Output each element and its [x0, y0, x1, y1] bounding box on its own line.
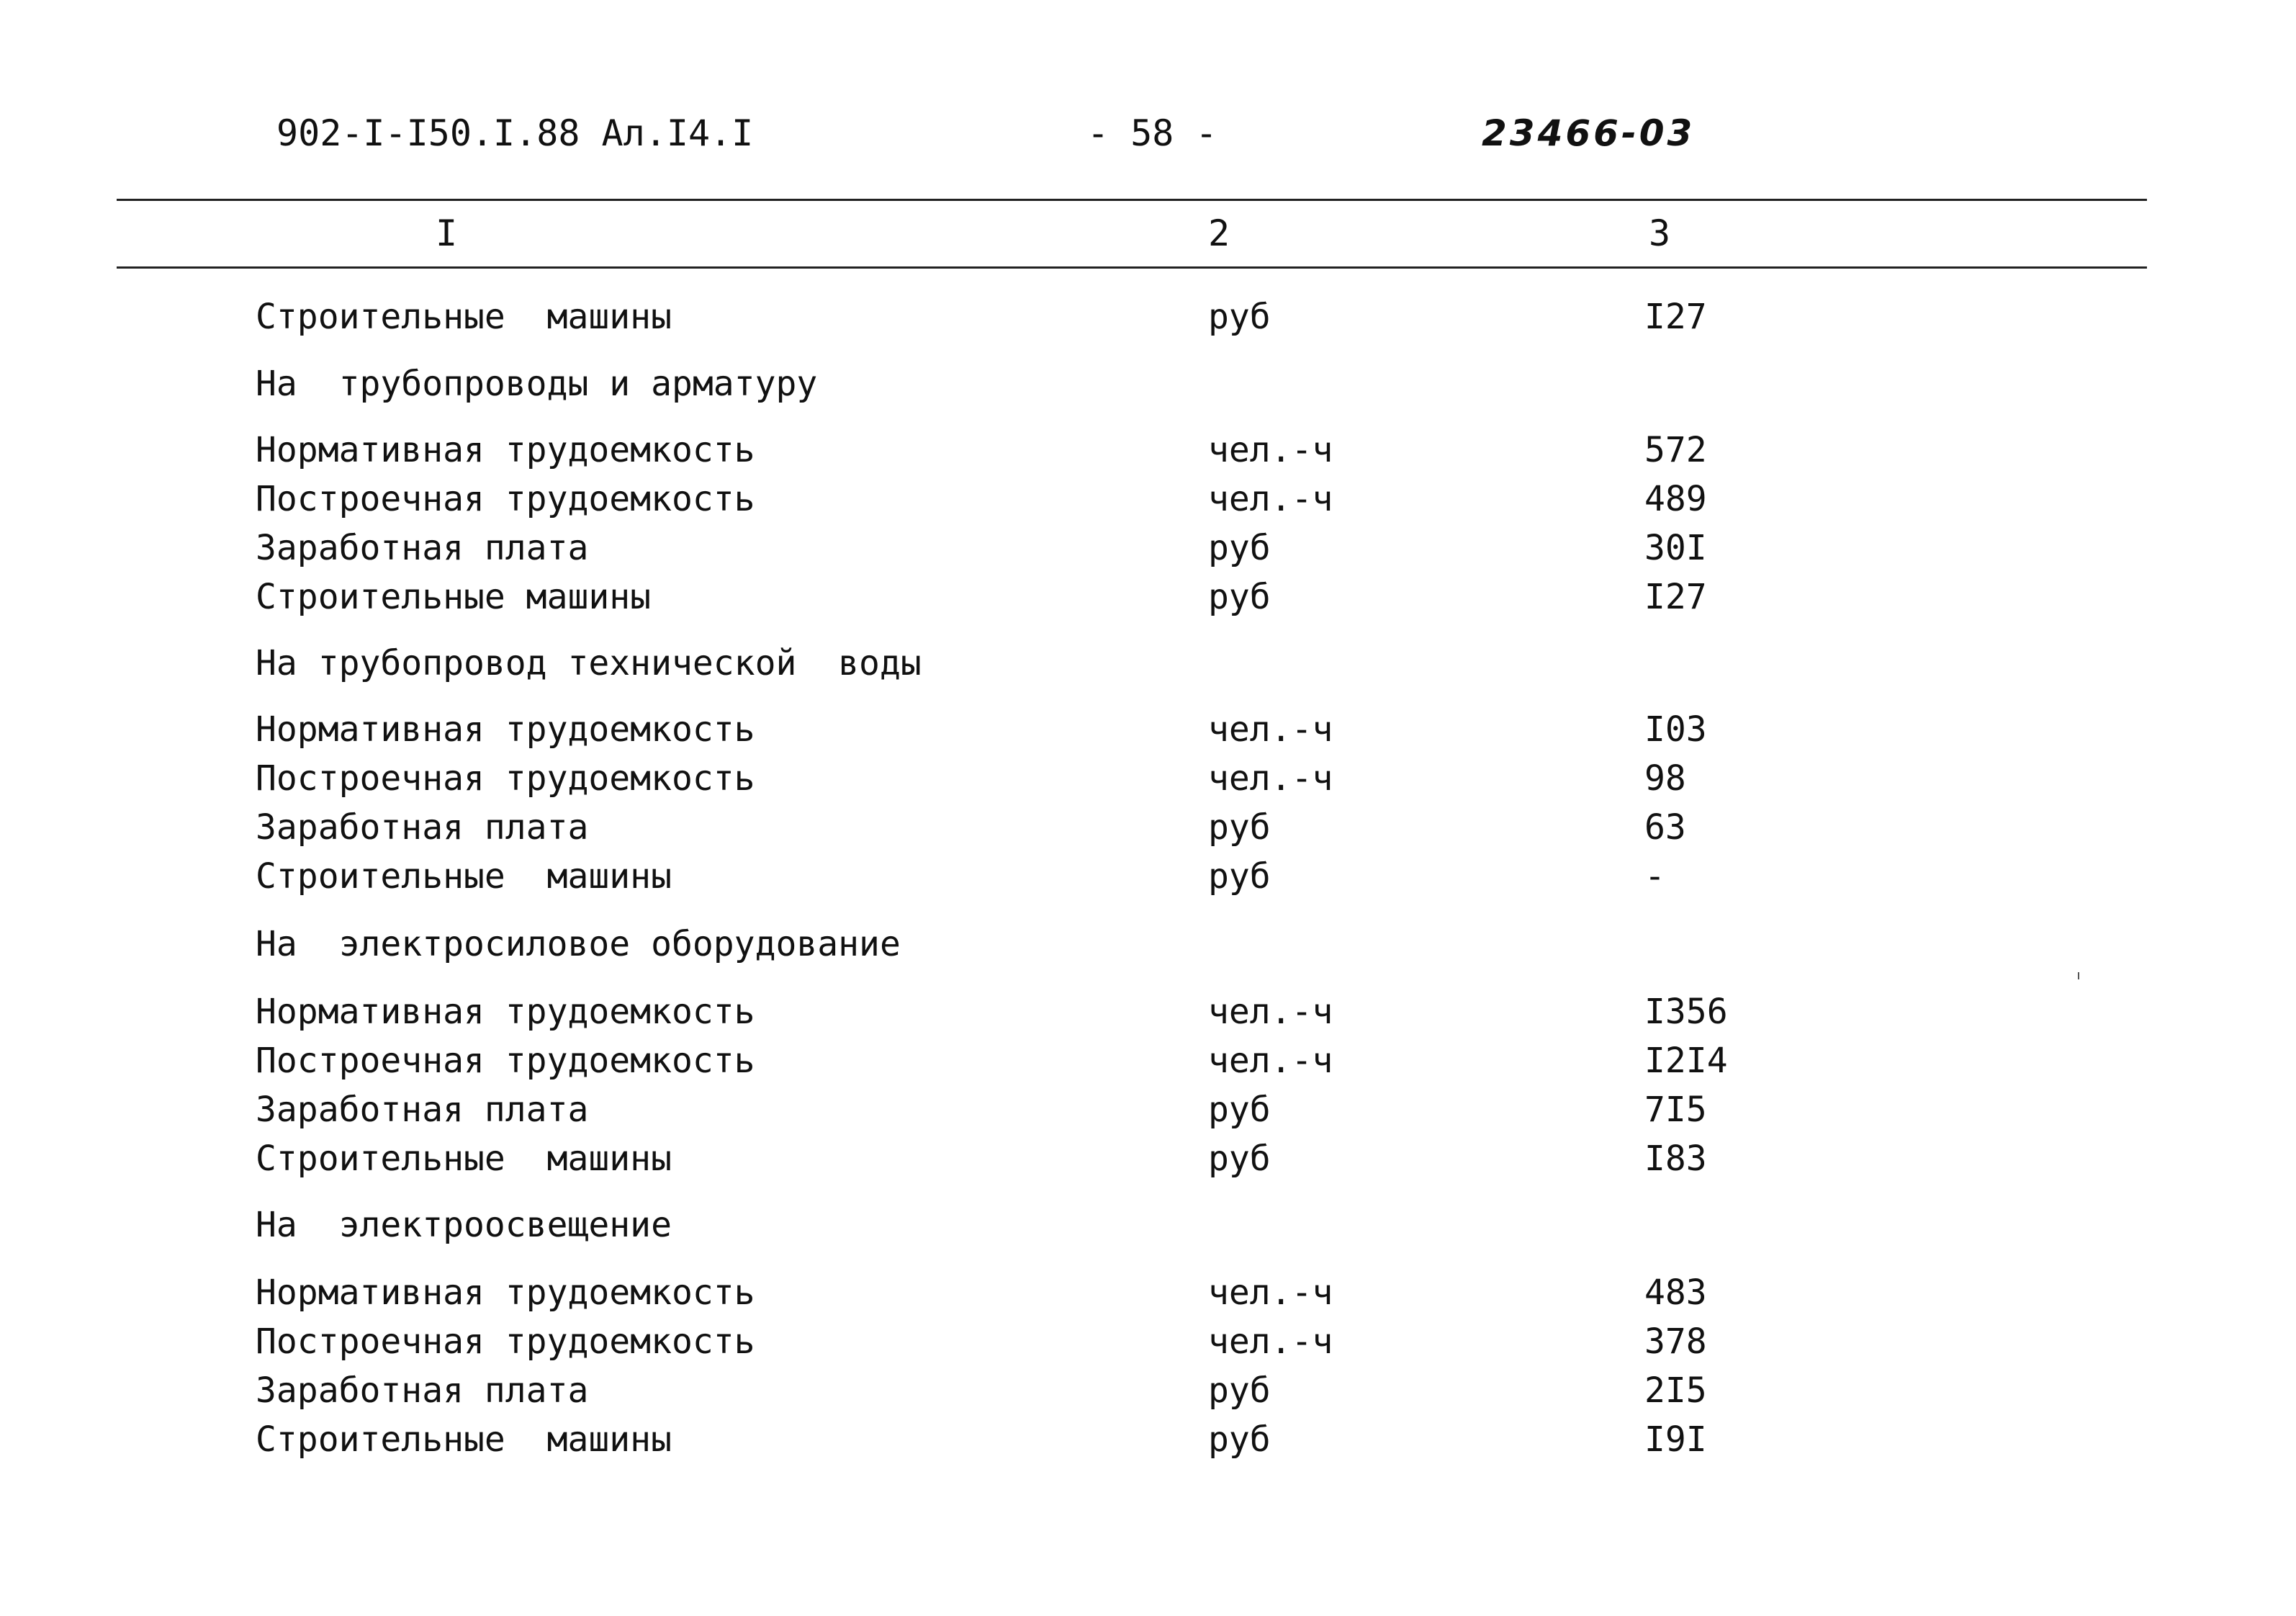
section-heading: [0, 638, 2296, 688]
table-row: [0, 802, 2296, 853]
indicator-name: Строительные машины: [256, 297, 672, 337]
value-cell: 7I5: [1644, 1090, 1707, 1130]
indicator-name: Нормативная трудоемкость: [256, 709, 755, 750]
indicator-name: Построечная трудоемкость: [256, 479, 755, 519]
table-row: [0, 474, 2296, 524]
value-cell: I27: [1644, 577, 1707, 617]
indicator-name: Строительные машины: [256, 577, 652, 617]
table-row: [0, 572, 2296, 622]
indicator-name: Построечная трудоемкость: [256, 1041, 755, 1081]
indicator-name: Нормативная трудоемкость: [256, 992, 755, 1032]
column-header-1: I: [436, 212, 458, 254]
value-cell: 2I5: [1644, 1370, 1707, 1411]
value-cell: I356: [1644, 992, 1728, 1032]
indicator-name: Строительные машины: [256, 856, 672, 897]
indicator-name: Заработная плата: [256, 1370, 589, 1411]
table-row: [0, 1134, 2296, 1184]
unit-cell: чел.-ч: [1208, 1272, 1333, 1313]
table-row: [0, 1267, 2296, 1318]
unit-cell: руб: [1208, 528, 1271, 568]
section-heading: [0, 359, 2296, 409]
indicator-name: Заработная плата: [256, 807, 589, 848]
value-cell: 378: [1644, 1321, 1707, 1362]
unit-cell: руб: [1208, 807, 1271, 848]
unit-cell: чел.-ч: [1208, 1321, 1333, 1362]
value-cell: -: [1644, 856, 1665, 897]
value-cell: I9I: [1644, 1419, 1707, 1460]
table-row: [0, 1316, 2296, 1367]
table-row: [0, 753, 2296, 804]
unit-cell: руб: [1208, 1090, 1271, 1130]
indicator-name: Нормативная трудоемкость: [256, 1272, 755, 1313]
unit-cell: чел.-ч: [1208, 430, 1333, 470]
indicator-name: Заработная плата: [256, 1090, 589, 1130]
section-title: На электроосвещение: [256, 1205, 672, 1245]
value-cell: I2I4: [1644, 1041, 1728, 1081]
unit-cell: чел.-ч: [1208, 709, 1333, 750]
unit-cell: чел.-ч: [1208, 479, 1333, 519]
table-row: [0, 425, 2296, 475]
table-row: [0, 1036, 2296, 1086]
table-row: [0, 1085, 2296, 1135]
table-row: [0, 1414, 2296, 1465]
column-header-3: 3: [1649, 212, 1671, 254]
unit-cell: чел.-ч: [1208, 758, 1333, 799]
unit-cell: руб: [1208, 1370, 1271, 1411]
indicator-name: Строительные машины: [256, 1139, 672, 1179]
unit-cell: руб: [1208, 577, 1271, 617]
value-cell: 63: [1644, 807, 1686, 848]
unit-cell: чел.-ч: [1208, 1041, 1333, 1081]
value-cell: 30I: [1644, 528, 1707, 568]
value-cell: I27: [1644, 297, 1707, 337]
value-cell: 483: [1644, 1272, 1707, 1313]
value-cell: I03: [1644, 709, 1707, 750]
table-row: [0, 704, 2296, 755]
table-header-rule: [117, 266, 2147, 269]
value-cell: I83: [1644, 1139, 1707, 1179]
table-row: [0, 523, 2296, 573]
table-row: [0, 851, 2296, 902]
section-heading: [0, 919, 2296, 969]
value-cell: 489: [1644, 479, 1707, 519]
unit-cell: руб: [1208, 1139, 1271, 1179]
section-title: На электросиловое оборудование: [256, 924, 901, 964]
scan-speck: [2078, 972, 2079, 979]
section-title: На трубопровод технической воды: [256, 643, 922, 683]
page-number: - 58 -: [1087, 112, 1217, 154]
indicator-name: Нормативная трудоемкость: [256, 430, 755, 470]
unit-cell: руб: [1208, 297, 1271, 337]
section-title: На трубопроводы и арматуру: [256, 364, 818, 404]
unit-cell: руб: [1208, 856, 1271, 897]
indicator-name: Строительные машины: [256, 1419, 672, 1460]
table-top-rule: [117, 199, 2147, 201]
section-heading: [0, 1200, 2296, 1250]
table-row: [0, 987, 2296, 1037]
indicator-name: Заработная плата: [256, 528, 589, 568]
table-row: [0, 292, 2296, 342]
inventory-number: 23466-03: [1482, 112, 1696, 154]
indicator-name: Построечная трудоемкость: [256, 758, 755, 799]
table-row: [0, 1365, 2296, 1416]
indicator-name: Построечная трудоемкость: [256, 1321, 755, 1362]
value-cell: 98: [1644, 758, 1686, 799]
unit-cell: руб: [1208, 1419, 1271, 1460]
value-cell: 572: [1644, 430, 1707, 470]
document-code: 902-I-I50.I.88 Ал.I4.I: [276, 112, 754, 154]
column-header-2: 2: [1208, 212, 1230, 254]
unit-cell: чел.-ч: [1208, 992, 1333, 1032]
